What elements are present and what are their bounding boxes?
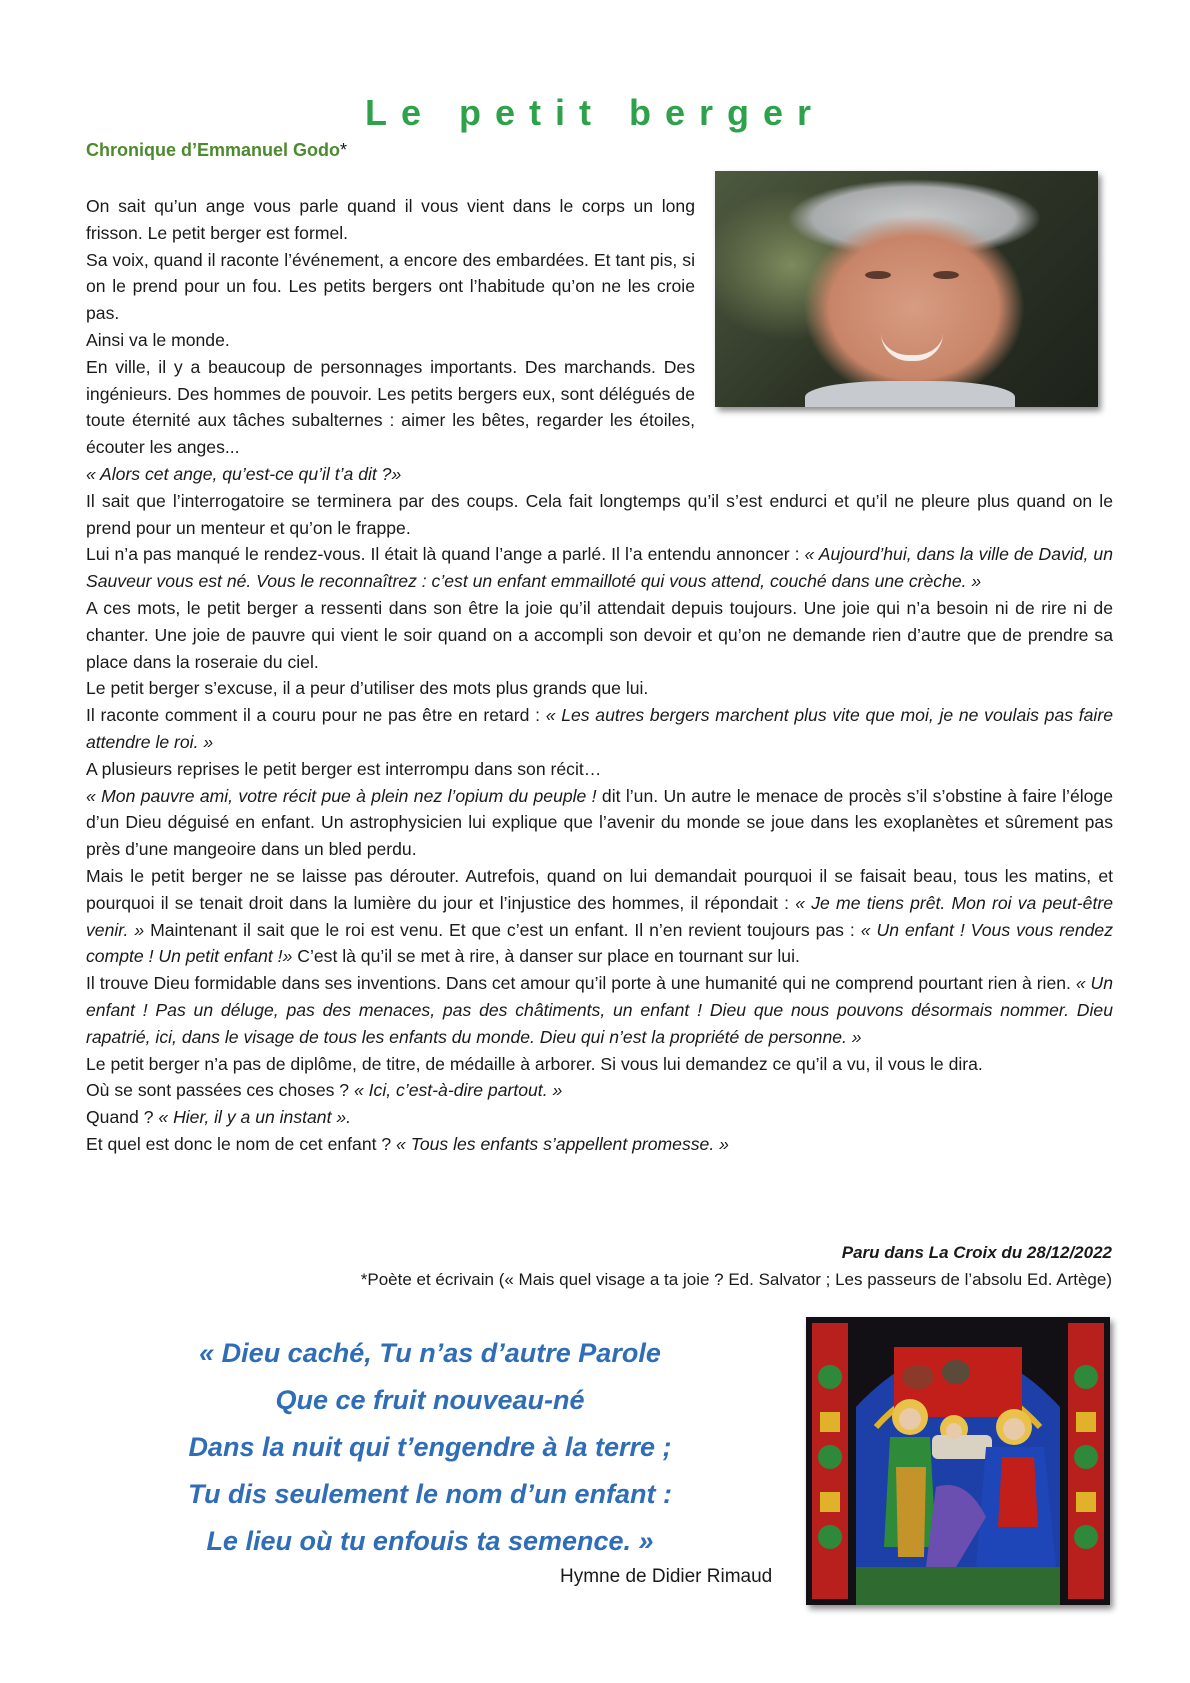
nativity-stained-glass-image — [806, 1317, 1110, 1605]
quoted-speech: « Un enfant ! Pas un déluge, pas des menaces, pas des châtiments, un enfant ! Dieu que nous pouvons désormais nommer. Dieu rapatrié, ici, dans le visage de tous les enfants du monde. Dieu qui n’est la propriété de personne. » — [86, 973, 1113, 1047]
article-paragraph — [86, 541, 1113, 595]
quoted-speech: « Alors cet ange, qu’est-ce qu’il t’a dit ?» — [86, 463, 402, 484]
quoted-speech: « Aujourd’hui, dans la ville de David, un Sauveur vous est né. Vous le reconnaîtrez : c’est un enfant emmailloté qui vous attend, couché dans une crèche. » — [86, 544, 1113, 592]
quoted-speech: « Hier, il y a un instant ». — [158, 1107, 352, 1128]
page-title: Le petit berger — [364, 92, 826, 133]
paragraph-text: Lui n’a pas manqué le rendez-vous. Il était là quand l’ange a parlé. Il l’a entendu annoncer : — [86, 544, 805, 565]
paragraph-text: Ainsi va le monde. — [86, 329, 230, 350]
article-paragraph — [86, 1104, 1113, 1131]
article-paragraph — [86, 327, 695, 354]
paragraph-text: Et quel est donc le nom de cet enfant ? — [86, 1133, 397, 1154]
byline — [86, 140, 347, 161]
quoted-speech: « Un enfant ! Vous vous rendez compte ! Un petit enfant !» — [86, 919, 1113, 967]
quoted-speech: « Tous les enfants s’appellent promesse. » — [396, 1133, 729, 1154]
hymn-author: Hymne de Didier Rimaud — [560, 1566, 773, 1587]
article-paragraph — [86, 702, 1113, 756]
paragraph-text: Quand ? — [86, 1107, 159, 1128]
paragraph-text: Mais le petit berger ne se laisse pas dérouter. Autrefois, quand on lui demandait pourquoi il se faisait beau, tous les matins, et pourquoi il se tenait droit dans la lumière du jour et l’injustice des hommes, il répondait : — [86, 865, 1113, 913]
article-paragraph — [86, 461, 1113, 488]
paragraph-text: Le petit berger n’a pas de diplôme, de titre, de médaille à arborer. Si vous lui demandez ce qu’il a vu, il vous le dira. — [86, 1053, 983, 1074]
article-paragraph — [86, 783, 1113, 863]
article-paragraph — [86, 247, 695, 327]
article-paragraph — [86, 675, 1113, 702]
author-footnote: *Poète et écrivain (« Mais quel visage a ta joie ? Ed. Salvator ; Les passeurs de l’absolu Ed. Artège) — [360, 1270, 1112, 1289]
quoted-speech: « Les autres bergers marchent plus vite que moi, je ne voulais pas faire attendre le roi. » — [86, 705, 1113, 752]
hymn-line: Que ce fruit nouveau-né — [275, 1385, 585, 1415]
hymn-quote — [120, 1330, 740, 1565]
footnote-marker: * — [340, 140, 348, 160]
author-name: Chronique d’Emmanuel Godo — [86, 140, 341, 160]
paragraph-text: dit l’un. Un autre le menace de procès s’il s’obstine à faire l’éloge d’un Dieu déguisé en enfant. Un astrophysicien lui explique que l’avenir du monde se joue dans les exoplanètes et sûrement pas près d’une mangeoire dans un bled perdu. — [86, 785, 1113, 860]
quoted-speech: « Je me tiens prêt. Mon roi va peut-être venir. » — [86, 892, 1113, 940]
article-paragraph — [86, 1051, 1113, 1078]
paragraph-text: Sa voix, quand il raconte l’événement, a encore des embardées. Et tant pis, si on le prend pour un fou. Les petits bergers ont l’habitude qu’on ne les croie pas. — [86, 249, 695, 324]
paragraph-text: C’est là qu’il se met à rire, à danser sur place en tournant sur lui. — [292, 946, 800, 967]
article-paragraph — [86, 756, 1113, 783]
paragraph-text: Le petit berger s’excuse, il a peur d’utiliser des mots plus grands que lui. — [86, 678, 649, 699]
paragraph-text: En ville, il y a beaucoup de personnages importants. Des marchands. Des ingénieurs. Des hommes de pouvoir. Les petits bergers eux, sont délégués de toute éternité aux tâches subalternes : aimer les bêtes, regarder les étoiles, écouter les anges... — [86, 356, 695, 458]
article-paragraph — [86, 863, 1113, 970]
paragraph-text: Il sait que l’interrogatoire se terminera par des coups. Cela fait longtemps qu’il s’est endurci et qu’il ne pleure plus quand on le prend pour un menteur et qu’on le frappe. — [86, 490, 1113, 538]
publication-source: Paru dans La Croix du 28/12/2022 — [841, 1243, 1112, 1262]
hymn-line: « Dieu caché, Tu n’as d’autre Parole — [199, 1338, 661, 1368]
paragraph-text: Il raconte comment il a couru pour ne pas être en retard : — [86, 705, 546, 726]
article-paragraph — [86, 1131, 1113, 1158]
article-paragraph — [86, 595, 1113, 675]
quoted-speech: « Ici, c’est-à-dire partout. » — [353, 1080, 563, 1101]
paragraph-text: On sait qu’un ange vous parle quand il vous vient dans le corps un long frisson. Le petit berger est formel. — [86, 196, 695, 243]
paragraph-text: Il trouve Dieu formidable dans ses inventions. Dans cet amour qu’il porte à une humanité qui ne comprend pourtant rien à rien. — [86, 973, 1076, 994]
hymn-line: Le lieu où tu enfouis ta semence. » — [206, 1526, 654, 1556]
quoted-speech: « Mon pauvre ami, votre récit pue à plein nez l’opium du peuple ! — [86, 785, 602, 806]
hymn-line: Tu dis seulement le nom d’un enfant : — [187, 1479, 673, 1509]
paragraph-text: Où se sont passées ces choses ? — [86, 1080, 354, 1101]
article-paragraph — [86, 354, 695, 461]
paragraph-text: A plusieurs reprises le petit berger est interrompu dans son récit… — [86, 758, 602, 779]
article-paragraph — [86, 1077, 1113, 1104]
article-paragraph — [86, 193, 695, 247]
hymn-line: Dans la nuit qui t’engendre à la terre ; — [188, 1432, 672, 1462]
paragraph-text: Maintenant il sait que le roi est venu. Et que c’est un enfant. Il n’en revient toujours pas : — [144, 919, 861, 940]
stained-glass-drawing — [806, 1317, 1110, 1605]
article-body — [86, 193, 1113, 1158]
paragraph-text: A ces mots, le petit berger a ressenti dans son être la joie qu’il attendait depuis toujours. Une joie qui n’a besoin ni de rire ni de chanter. Une joie de pauvre qui vient le soir quand on a accompli son devoir et qu’on ne demande rien d’autre que de prendre sa place dans la roseraie du ciel. — [86, 597, 1113, 672]
article-paragraph — [86, 970, 1113, 1050]
article-paragraph — [86, 488, 1113, 542]
